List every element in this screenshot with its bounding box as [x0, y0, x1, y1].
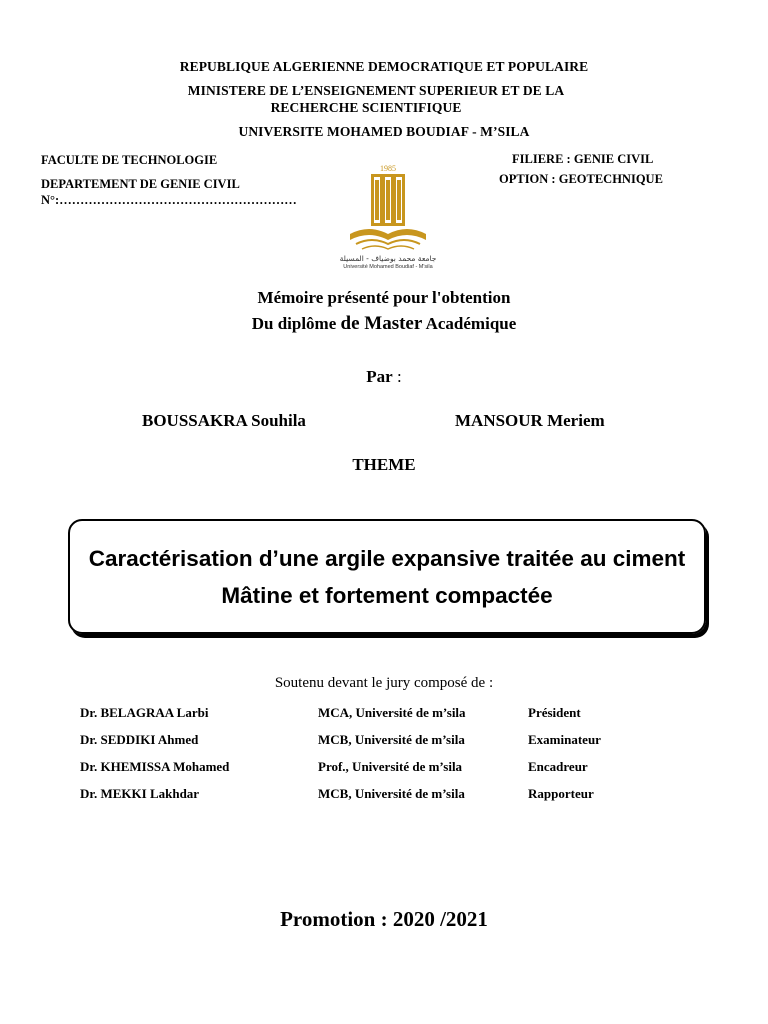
- jury-member-name: Dr. MEKKI Lakhdar: [80, 786, 200, 801]
- faculty-label: FACULTE DE TECHNOLOGIE: [41, 153, 218, 167]
- option-label: OPTION : GEOTECHNIQUE: [499, 172, 663, 186]
- jury-row: [80, 705, 720, 725]
- jury-member-name: Dr. BELAGRAA Larbi: [80, 705, 209, 720]
- logo-caption-arabic: جامعة محمد بوضياف - المسيلة: [339, 254, 437, 263]
- number-field: N°:…………………………………………………: [41, 193, 297, 207]
- logo-caption-french: Université Mohamed Boudiaf - M'sila: [343, 264, 433, 270]
- university-name: UNIVERSITE MOHAMED BOUDIAF - M’SILA: [238, 124, 530, 139]
- par-label: Par: [366, 367, 393, 386]
- jury-member-role: Président: [528, 705, 581, 720]
- jury-row: [80, 732, 720, 752]
- jury-row: [80, 759, 720, 779]
- memoire-line-2-part-c: Académique: [422, 314, 517, 333]
- jury-row: [80, 786, 720, 806]
- theme-box: [68, 519, 706, 634]
- theme-title: Caractérisation d’une argile expansive traitée au ciment Mâtine et fortement compactée: [88, 545, 686, 608]
- par-line: [0, 367, 768, 387]
- promotion: Promotion : 2020 /2021: [280, 907, 488, 931]
- jury-intro: Soutenu devant le jury composé de :: [274, 675, 494, 691]
- logo-year: 1985: [380, 164, 396, 173]
- ministry-line-1: MINISTERE DE L’ENSEIGNEMENT SUPERIEUR ET DE LA: [187, 83, 565, 98]
- jury-member-role: Encadreur: [528, 759, 588, 774]
- author-2: MANSOUR Meriem: [455, 411, 605, 430]
- jury-member-grade: MCB, Université de m’sila: [318, 732, 465, 747]
- jury-member-name: Dr. KHEMISSA Mohamed: [80, 759, 230, 774]
- jury-member-name: Dr. SEDDIKI Ahmed: [80, 732, 199, 747]
- memoire-line-1: Mémoire présenté pour l'obtention: [257, 288, 511, 307]
- department-label: DEPARTEMENT DE GENIE CIVIL: [41, 177, 240, 191]
- memoire-line-2-part-a: Du diplôme: [251, 314, 341, 333]
- ministry-line-2: RECHERCHE SCIENTIFIQUE: [270, 100, 462, 115]
- university-emblem-icon: [336, 160, 440, 256]
- republic-title: REPUBLIQUE ALGERIENNE DEMOCRATIQUE ET POPULAIRE: [179, 59, 589, 74]
- jury-member-grade: Prof., Université de m’sila: [318, 759, 463, 774]
- jury-member-grade: MCB, Université de m’sila: [318, 786, 465, 801]
- author-1: BOUSSAKRA Souhila: [142, 411, 306, 430]
- jury-member-role: Rapporteur: [528, 786, 594, 801]
- par-suffix: :: [392, 367, 402, 386]
- theme-label: THEME: [352, 455, 416, 474]
- jury-member-grade: MCA, Université de m’sila: [318, 705, 466, 720]
- memoire-line-2-part-b: de Master: [340, 313, 423, 334]
- memoire-line-2: [0, 313, 768, 335]
- filiere-label: FILIERE : GENIE CIVIL: [512, 152, 654, 166]
- jury-member-role: Examinateur: [528, 732, 601, 747]
